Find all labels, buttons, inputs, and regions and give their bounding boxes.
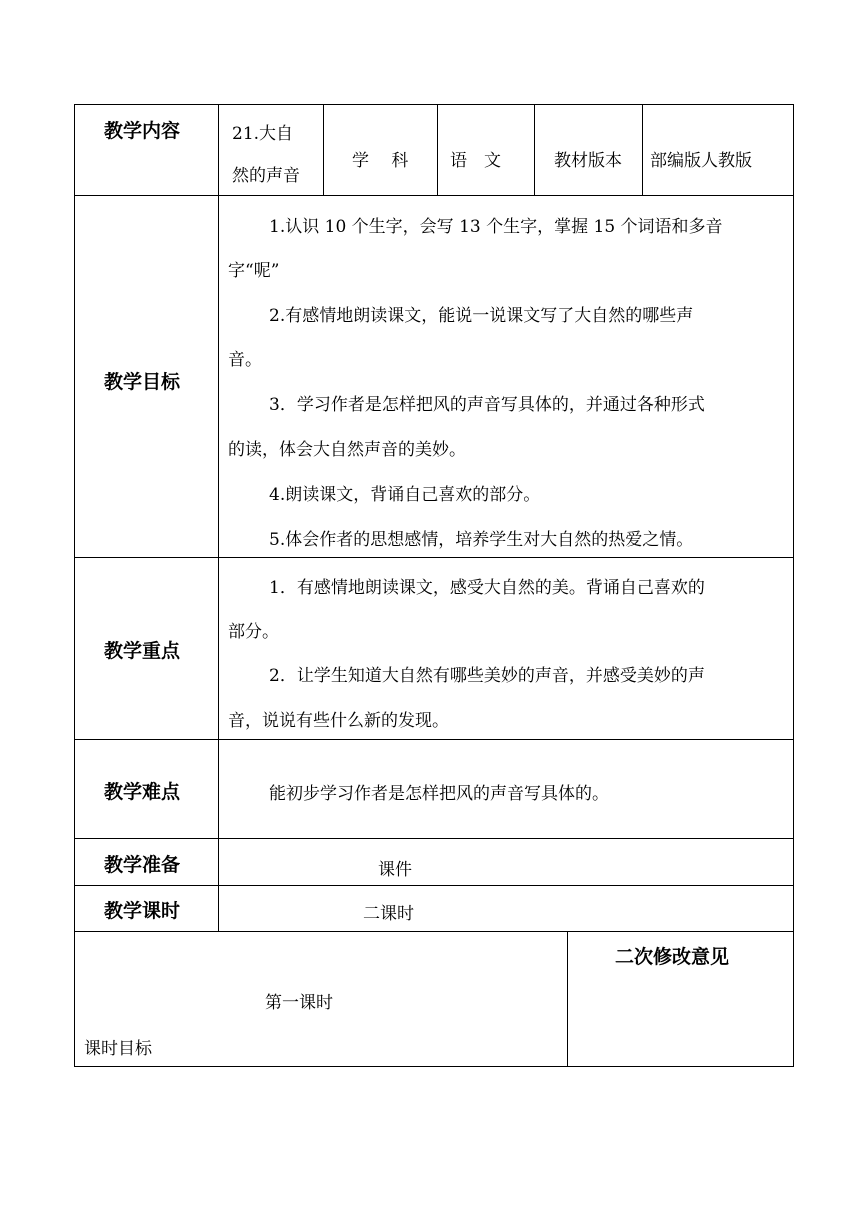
table-border-bottom [74,1066,794,1067]
key-point-line: 2．让学生知道大自然有哪些美妙的声音，并感受美妙的声 [269,666,705,686]
row-divider [74,557,794,558]
objective-line: 字“呢” [228,261,280,281]
objective-line: 3．学习作者是怎样把风的声音写具体的，并通过各种形式 [269,395,705,415]
subject-label: 学 科 [352,151,409,171]
key-point-line: 部分。 [228,622,279,642]
objectives-label: 教学目标 [104,371,181,393]
period-goals-label: 课时目标 [84,1039,152,1059]
header-divider [437,104,438,195]
objective-line: 1.认识 10 个生字，会写 13 个生字，掌握 15 个词语和多音 [269,217,723,237]
periods-label: 教学课时 [104,900,181,922]
objective-line: 音。 [228,350,262,370]
content-label: 教学内容 [104,120,181,142]
label-column-divider [218,104,219,931]
table-border-left [74,104,75,1067]
subject-value: 语 文 [450,151,501,171]
difficulties-text: 能初步学习作者是怎样把风的声音写具体的。 [269,784,609,804]
revision-column-divider [567,931,568,1067]
key-point-line: 1．有感情地朗读课文，感受大自然的美。背诵自己喜欢的 [269,578,705,598]
preparation-label: 教学准备 [104,854,181,876]
key-points-label: 教学重点 [104,640,181,662]
lesson-title-line1: 21.大自 [232,124,294,144]
edition-label: 教材版本 [554,151,622,171]
periods-value: 二课时 [363,904,414,924]
row-divider [74,885,794,886]
difficulties-label: 教学难点 [104,781,181,803]
objective-line: 的读，体会大自然声音的美妙。 [228,440,466,460]
edition-value: 部编版人教版 [650,151,752,171]
row-divider [74,739,794,740]
first-period-title: 第一课时 [265,993,333,1013]
objective-line: 2.有感情地朗读课文，能说一说课文写了大自然的哪些声 [269,306,694,326]
header-divider [323,104,324,195]
objective-line: 4.朗读课文，背诵自己喜欢的部分。 [269,485,541,505]
table-border-right [793,104,794,1067]
row-divider [74,838,794,839]
row-divider [74,931,794,932]
header-divider [534,104,535,195]
preparation-value: 课件 [378,860,412,880]
header-divider [642,104,643,195]
objective-line: 5.体会作者的思想感情，培养学生对大自然的热爱之情。 [269,530,694,550]
table-border-top [74,104,794,105]
revision-label: 二次修改意见 [615,946,730,968]
lesson-title-line2: 然的声音 [232,166,300,186]
row-divider [74,195,794,196]
key-point-line: 音，说说有些什么新的发现。 [228,711,449,731]
